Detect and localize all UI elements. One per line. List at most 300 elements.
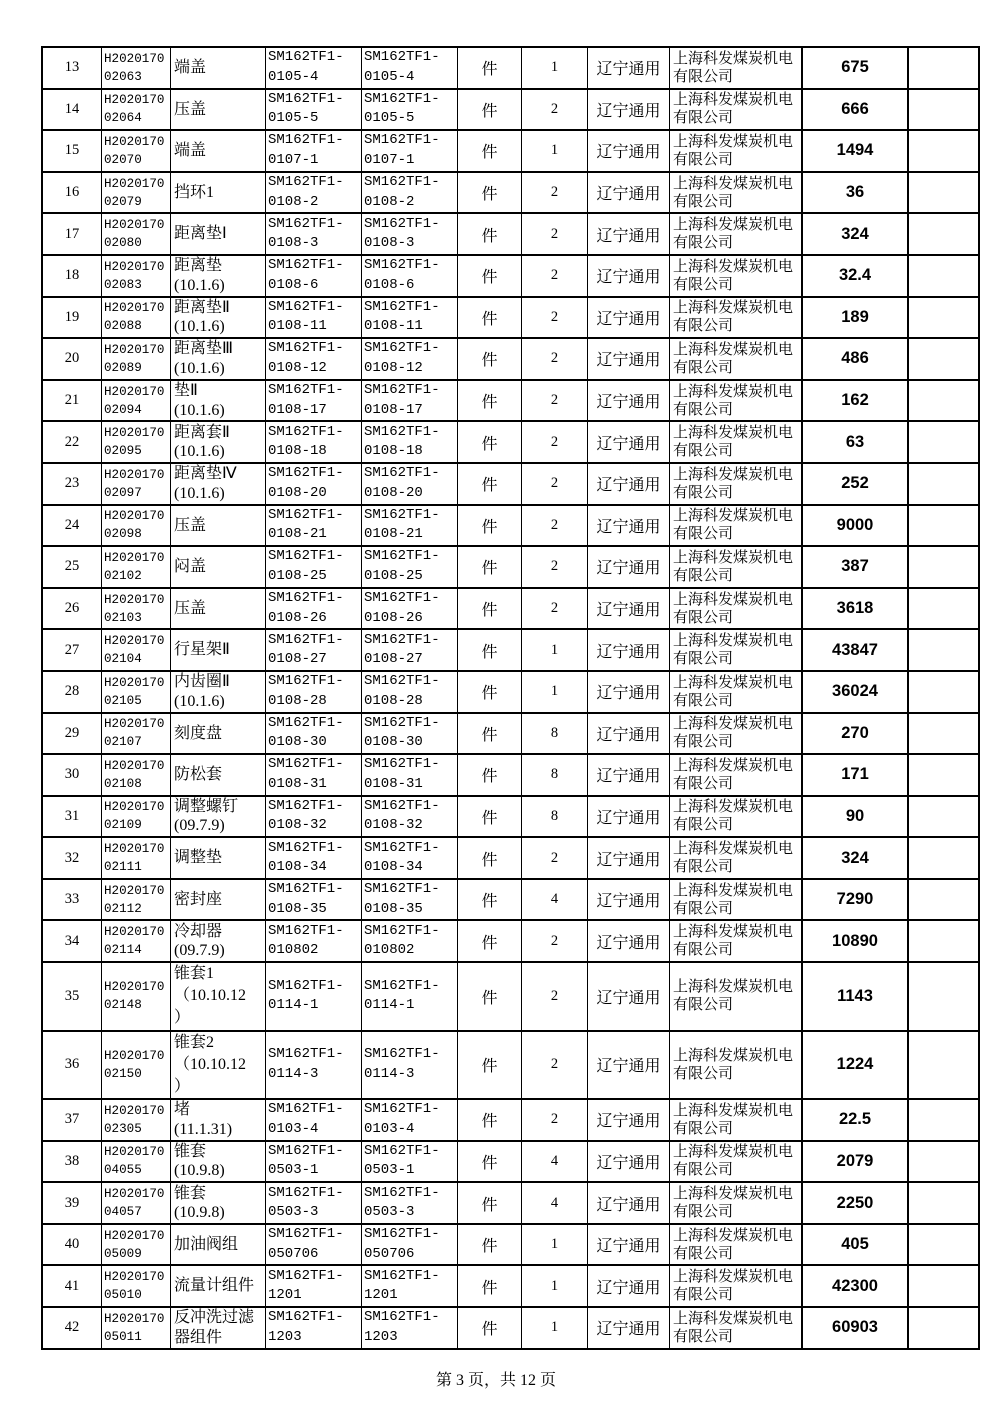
cell-no — [43, 880, 102, 920]
cell-price — [803, 755, 909, 795]
cell-qty — [522, 963, 588, 1030]
row-number: 37 — [64, 1111, 80, 1128]
cell-remark — [909, 381, 978, 421]
cell-supplier — [670, 838, 803, 878]
cell-qty — [522, 1266, 588, 1306]
cell-no — [43, 1032, 102, 1099]
row-number: 38 — [64, 1152, 80, 1169]
cell-no — [43, 464, 102, 504]
table-row — [43, 630, 978, 672]
material-code: H202017002105 — [104, 675, 165, 708]
cell-spec — [362, 464, 458, 504]
drawing-number: SM162TF1-0503-3 — [268, 1184, 344, 1221]
table-row — [43, 381, 978, 423]
cell-price — [803, 131, 909, 171]
drawing-number: SM162TF1-0108-30 — [268, 714, 344, 751]
cell-price — [803, 547, 909, 587]
drawing-number: SM162TF1-0108-2 — [268, 174, 344, 210]
drawing-number: SM162TF1-0108-21 — [268, 506, 344, 543]
cell-price — [803, 838, 909, 878]
drawing-number: SM162TF1-0108-26 — [268, 590, 344, 626]
cell-drawing-no — [266, 1142, 362, 1182]
cell-remark — [909, 90, 978, 130]
cell-location — [588, 838, 670, 878]
cell-material-code — [102, 963, 171, 1030]
cell-remark — [909, 838, 978, 878]
quantity: 1 — [550, 59, 559, 76]
spec-model: SM162TF1-0108-20 — [364, 465, 440, 501]
table-row — [43, 589, 978, 631]
material-code: H202017002098 — [104, 509, 165, 542]
part-name: 距离套Ⅱ (10.1.6) — [174, 423, 230, 461]
material-code: H202017002112 — [104, 883, 165, 916]
unit: 件 — [481, 809, 498, 827]
quantity: 2 — [550, 100, 559, 117]
cell-qty — [522, 755, 588, 795]
cell-part-name — [171, 339, 266, 379]
spec-model: SM162TF1-0108-21 — [364, 506, 440, 543]
cell-location — [588, 672, 670, 712]
cell-supplier — [670, 880, 803, 920]
material-code: H202017002064 — [104, 93, 165, 126]
cell-no — [43, 506, 102, 546]
cell-location — [588, 714, 670, 754]
usage-location: 辽宁通用 — [596, 102, 661, 120]
row-number: 42 — [64, 1319, 80, 1336]
cell-supplier — [670, 1142, 803, 1182]
cell-qty — [522, 714, 588, 754]
material-code: H202017002148 — [104, 980, 165, 1013]
cell-no — [43, 838, 102, 878]
cell-supplier — [670, 506, 803, 546]
cell-location — [588, 1183, 670, 1223]
row-number: 23 — [64, 475, 80, 492]
row-number: 34 — [64, 932, 80, 949]
cell-price — [803, 1032, 909, 1099]
cell-drawing-no — [266, 1308, 362, 1348]
spec-model: SM162TF1-1201 — [364, 1267, 440, 1304]
cell-remark — [909, 963, 978, 1030]
quantity: 2 — [550, 987, 559, 1004]
usage-location: 辽宁通用 — [596, 352, 661, 370]
cell-location — [588, 339, 670, 379]
cell-price — [803, 48, 909, 88]
cell-location — [588, 630, 670, 670]
part-name: 距离垫 (10.1.6) — [174, 257, 225, 294]
cell-spec — [362, 1308, 458, 1348]
supplier-name: 上海科发煤炭机电有限公司 — [673, 508, 794, 543]
supplier-name: 上海科发煤炭机电有限公司 — [673, 92, 794, 127]
spec-model: SM162TF1-0108-3 — [364, 215, 440, 252]
price: 324 — [841, 848, 869, 867]
cell-drawing-no — [266, 298, 362, 338]
cell-material-code — [102, 506, 171, 546]
cell-location — [588, 1266, 670, 1306]
cell-qty — [522, 256, 588, 296]
cell-no — [43, 630, 102, 670]
cell-location — [588, 90, 670, 130]
cell-unit — [458, 131, 522, 171]
cell-no — [43, 1225, 102, 1265]
supplier-name: 上海科发煤炭机电有限公司 — [673, 1227, 794, 1262]
usage-location: 辽宁通用 — [596, 726, 661, 744]
cell-drawing-no — [266, 630, 362, 670]
spec-model: SM162TF1-0108-2 — [364, 174, 440, 210]
table-row — [43, 48, 978, 90]
usage-location: 辽宁通用 — [596, 1321, 661, 1339]
cell-material-code — [102, 1308, 171, 1348]
drawing-number: SM162TF1-0108-18 — [268, 423, 344, 460]
spec-model: SM162TF1-0503-3 — [364, 1184, 440, 1221]
row-number: 16 — [64, 184, 80, 201]
table-row — [43, 173, 978, 215]
cell-remark — [909, 1225, 978, 1265]
cell-unit — [458, 547, 522, 587]
cell-material-code — [102, 547, 171, 587]
drawing-number: SM162TF1-0103-4 — [268, 1101, 344, 1137]
cell-spec — [362, 422, 458, 462]
unit: 件 — [481, 352, 498, 370]
cell-unit — [458, 589, 522, 629]
usage-location: 辽宁通用 — [596, 1154, 661, 1172]
drawing-number: SM162TF1-010802 — [268, 922, 344, 959]
supplier-name: 上海科发煤炭机电有限公司 — [673, 466, 794, 501]
supplier-name: 上海科发煤炭机电有限公司 — [673, 1144, 794, 1179]
cell-location — [588, 880, 670, 920]
spec-model: SM162TF1-0114-3 — [364, 1046, 440, 1082]
cell-qty — [522, 797, 588, 837]
cell-unit — [458, 48, 522, 88]
usage-location: 辽宁通用 — [596, 768, 661, 786]
cell-part-name — [171, 630, 266, 670]
cell-no — [43, 755, 102, 795]
table-row — [43, 672, 978, 714]
supplier-name: 上海科发煤炭机电有限公司 — [673, 979, 794, 1014]
cell-unit — [458, 797, 522, 837]
price: 171 — [841, 765, 869, 784]
row-number: 31 — [64, 807, 80, 824]
cell-supplier — [670, 48, 803, 88]
cell-spec — [362, 1100, 458, 1140]
unit: 件 — [481, 1113, 498, 1131]
cell-remark — [909, 921, 978, 961]
cell-remark — [909, 173, 978, 213]
row-number: 35 — [64, 987, 80, 1004]
drawing-number: SM162TF1-0105-5 — [268, 90, 344, 127]
unit: 件 — [481, 1321, 498, 1339]
part-name: 锥套2 （10.10.12 ） — [174, 1033, 247, 1095]
cell-qty — [522, 1308, 588, 1348]
cell-material-code — [102, 714, 171, 754]
cell-drawing-no — [266, 672, 362, 712]
cell-remark — [909, 630, 978, 670]
cell-part-name — [171, 672, 266, 712]
spec-model: SM162TF1-0107-1 — [364, 132, 440, 168]
cell-qty — [522, 173, 588, 213]
row-number: 40 — [64, 1236, 80, 1253]
unit: 件 — [481, 1196, 498, 1214]
quantity: 2 — [550, 1111, 559, 1128]
cell-qty — [522, 1225, 588, 1265]
cell-material-code — [102, 1032, 171, 1099]
cell-material-code — [102, 90, 171, 130]
cell-material-code — [102, 464, 171, 504]
part-name: 距离垫Ⅲ (10.1.6) — [174, 340, 234, 377]
usage-location: 辽宁通用 — [596, 1238, 661, 1256]
spec-model: SM162TF1-0105-5 — [364, 90, 440, 127]
cell-supplier — [670, 963, 803, 1030]
spec-model: SM162TF1-0103-4 — [364, 1101, 440, 1137]
price: 3618 — [836, 599, 874, 618]
spec-model: SM162TF1-050706 — [364, 1226, 440, 1262]
cell-remark — [909, 1266, 978, 1306]
unit: 件 — [481, 394, 498, 412]
supplier-name: 上海科发煤炭机电有限公司 — [673, 549, 794, 584]
cell-spec — [362, 921, 458, 961]
cell-unit — [458, 422, 522, 462]
cell-drawing-no — [266, 381, 362, 421]
unit: 件 — [481, 1238, 498, 1256]
cell-unit — [458, 1266, 522, 1306]
cell-spec — [362, 48, 458, 88]
cell-remark — [909, 1183, 978, 1223]
row-number: 41 — [64, 1277, 80, 1294]
drawing-number: SM162TF1-0105-4 — [268, 49, 344, 85]
drawing-number: SM162TF1-0108-6 — [268, 257, 344, 293]
cell-qty — [522, 90, 588, 130]
part-name: 行星架Ⅱ — [174, 641, 230, 659]
cell-price — [803, 298, 909, 338]
drawing-number: SM162TF1-0108-27 — [268, 631, 344, 668]
drawing-number: SM162TF1-0108-31 — [268, 756, 344, 792]
cell-remark — [909, 48, 978, 88]
cell-spec — [362, 589, 458, 629]
cell-no — [43, 256, 102, 296]
cell-spec — [362, 298, 458, 338]
cell-supplier — [670, 214, 803, 254]
page-footer — [0, 1367, 992, 1390]
usage-location: 辽宁通用 — [596, 61, 661, 79]
cell-material-code — [102, 422, 171, 462]
quantity: 1 — [550, 683, 559, 700]
cell-price — [803, 339, 909, 379]
cell-location — [588, 797, 670, 837]
material-code: H202017002150 — [104, 1048, 165, 1081]
cell-material-code — [102, 1142, 171, 1182]
usage-location: 辽宁通用 — [596, 1279, 661, 1297]
cell-supplier — [670, 714, 803, 754]
material-code: H202017002111 — [104, 842, 165, 875]
cell-material-code — [102, 838, 171, 878]
unit: 件 — [481, 1154, 498, 1172]
cell-no — [43, 298, 102, 338]
usage-location: 辽宁通用 — [596, 394, 661, 412]
cell-no — [43, 339, 102, 379]
drawing-number: SM162TF1-1201 — [268, 1267, 344, 1304]
usage-location: 辽宁通用 — [596, 144, 661, 162]
usage-location: 辽宁通用 — [596, 518, 661, 536]
cell-supplier — [670, 1308, 803, 1348]
part-name: 冷却器 (09.7.9) — [174, 922, 225, 960]
material-code: H202017002097 — [104, 467, 165, 500]
cell-price — [803, 90, 909, 130]
parts-price-table — [41, 46, 980, 1350]
usage-location: 辽宁通用 — [596, 643, 661, 661]
quantity: 2 — [550, 932, 559, 949]
cell-supplier — [670, 256, 803, 296]
cell-no — [43, 547, 102, 587]
price: 189 — [841, 307, 869, 326]
supplier-name: 上海科发煤炭机电有限公司 — [673, 1310, 794, 1345]
material-code: H202017005009 — [104, 1228, 165, 1261]
price: 387 — [841, 557, 869, 576]
cell-spec — [362, 1225, 458, 1265]
spec-model: SM162TF1-0108-25 — [364, 548, 440, 584]
cell-qty — [522, 1100, 588, 1140]
cell-drawing-no — [266, 1032, 362, 1099]
table-row — [43, 1225, 978, 1267]
price: 675 — [841, 58, 869, 77]
cell-qty — [522, 506, 588, 546]
table-row — [43, 298, 978, 340]
cell-drawing-no — [266, 1266, 362, 1306]
cell-part-name — [171, 1183, 266, 1223]
cell-part-name — [171, 298, 266, 338]
cell-part-name — [171, 755, 266, 795]
cell-spec — [362, 755, 458, 795]
price: 36024 — [832, 682, 878, 701]
cell-qty — [522, 422, 588, 462]
cell-unit — [458, 1308, 522, 1348]
supplier-name: 上海科发煤炭机电有限公司 — [673, 1102, 794, 1137]
cell-no — [43, 214, 102, 254]
table-row — [43, 714, 978, 756]
unit: 件 — [481, 518, 498, 536]
cell-drawing-no — [266, 48, 362, 88]
table-row — [43, 838, 978, 880]
table-row — [43, 1100, 978, 1142]
usage-location: 辽宁通用 — [596, 989, 661, 1007]
spec-model: SM162TF1-0108-32 — [364, 797, 440, 834]
spec-model: SM162TF1-0503-1 — [364, 1142, 440, 1179]
drawing-number: SM162TF1-0503-1 — [268, 1142, 344, 1179]
supplier-name: 上海科发煤炭机电有限公司 — [673, 1047, 794, 1082]
cell-unit — [458, 464, 522, 504]
cell-qty — [522, 547, 588, 587]
drawing-number: SM162TF1-0114-1 — [268, 977, 344, 1014]
cell-unit — [458, 1032, 522, 1099]
part-name: 垫Ⅱ (10.1.6) — [174, 382, 225, 419]
cell-no — [43, 48, 102, 88]
cell-drawing-no — [266, 422, 362, 462]
table-row — [43, 921, 978, 963]
cell-supplier — [670, 589, 803, 629]
supplier-name: 上海科发煤炭机电有限公司 — [673, 300, 794, 335]
drawing-number: SM162TF1-1203 — [268, 1309, 344, 1345]
unit: 件 — [481, 227, 498, 245]
cell-price — [803, 630, 909, 670]
spec-model: SM162TF1-0108-26 — [364, 590, 440, 626]
material-code: H202017002080 — [104, 218, 165, 251]
cell-qty — [522, 921, 588, 961]
supplier-name: 上海科发煤炭机电有限公司 — [673, 383, 794, 418]
table-row — [43, 1266, 978, 1308]
quantity: 1 — [550, 641, 559, 658]
row-number: 32 — [64, 849, 80, 866]
quantity: 1 — [550, 1277, 559, 1294]
cell-drawing-no — [266, 131, 362, 171]
cell-remark — [909, 339, 978, 379]
cell-supplier — [670, 1183, 803, 1223]
cell-no — [43, 1183, 102, 1223]
cell-price — [803, 1266, 909, 1306]
table-row — [43, 755, 978, 797]
price: 22.5 — [838, 1110, 872, 1129]
drawing-number: SM162TF1-0108-17 — [268, 382, 344, 418]
quantity: 2 — [550, 558, 559, 575]
cell-spec — [362, 963, 458, 1030]
spec-model: SM162TF1-0108-11 — [364, 298, 440, 335]
cell-supplier — [670, 339, 803, 379]
cell-qty — [522, 672, 588, 712]
drawing-number: SM162TF1-0107-1 — [268, 132, 344, 168]
quantity: 2 — [550, 350, 559, 367]
cell-remark — [909, 797, 978, 837]
cell-remark — [909, 714, 978, 754]
cell-drawing-no — [266, 838, 362, 878]
cell-spec — [362, 1032, 458, 1099]
cell-no — [43, 589, 102, 629]
cell-remark — [909, 672, 978, 712]
cell-location — [588, 963, 670, 1030]
usage-location: 辽宁通用 — [596, 1196, 661, 1214]
cell-material-code — [102, 48, 171, 88]
cell-material-code — [102, 298, 171, 338]
drawing-number: SM162TF1-0108-34 — [268, 839, 344, 876]
supplier-name: 上海科发煤炭机电有限公司 — [673, 425, 794, 460]
cell-unit — [458, 921, 522, 961]
cell-qty — [522, 630, 588, 670]
cell-part-name — [171, 1100, 266, 1140]
cell-remark — [909, 589, 978, 629]
unit: 件 — [481, 102, 498, 120]
cell-location — [588, 1308, 670, 1348]
material-code: H202017002063 — [104, 51, 165, 84]
cell-location — [588, 755, 670, 795]
price: 324 — [841, 224, 869, 243]
supplier-name: 上海科发煤炭机电有限公司 — [673, 175, 794, 210]
drawing-number: SM162TF1-0108-35 — [268, 881, 344, 917]
part-name: 刻度盘 — [174, 724, 223, 742]
quantity: 8 — [550, 766, 559, 783]
material-code: H202017002089 — [104, 342, 165, 375]
cell-location — [588, 921, 670, 961]
quantity: 1 — [550, 1319, 559, 1336]
cell-unit — [458, 1225, 522, 1265]
usage-location: 辽宁通用 — [596, 477, 661, 495]
cell-spec — [362, 173, 458, 213]
cell-supplier — [670, 672, 803, 712]
cell-unit — [458, 214, 522, 254]
spec-model: SM162TF1-0105-4 — [364, 49, 440, 85]
price: 36 — [845, 183, 865, 202]
part-name: 压盖 — [174, 100, 207, 118]
cell-remark — [909, 298, 978, 338]
unit: 件 — [481, 643, 498, 661]
cell-no — [43, 714, 102, 754]
unit: 件 — [481, 726, 498, 744]
price: 1143 — [837, 986, 873, 1005]
